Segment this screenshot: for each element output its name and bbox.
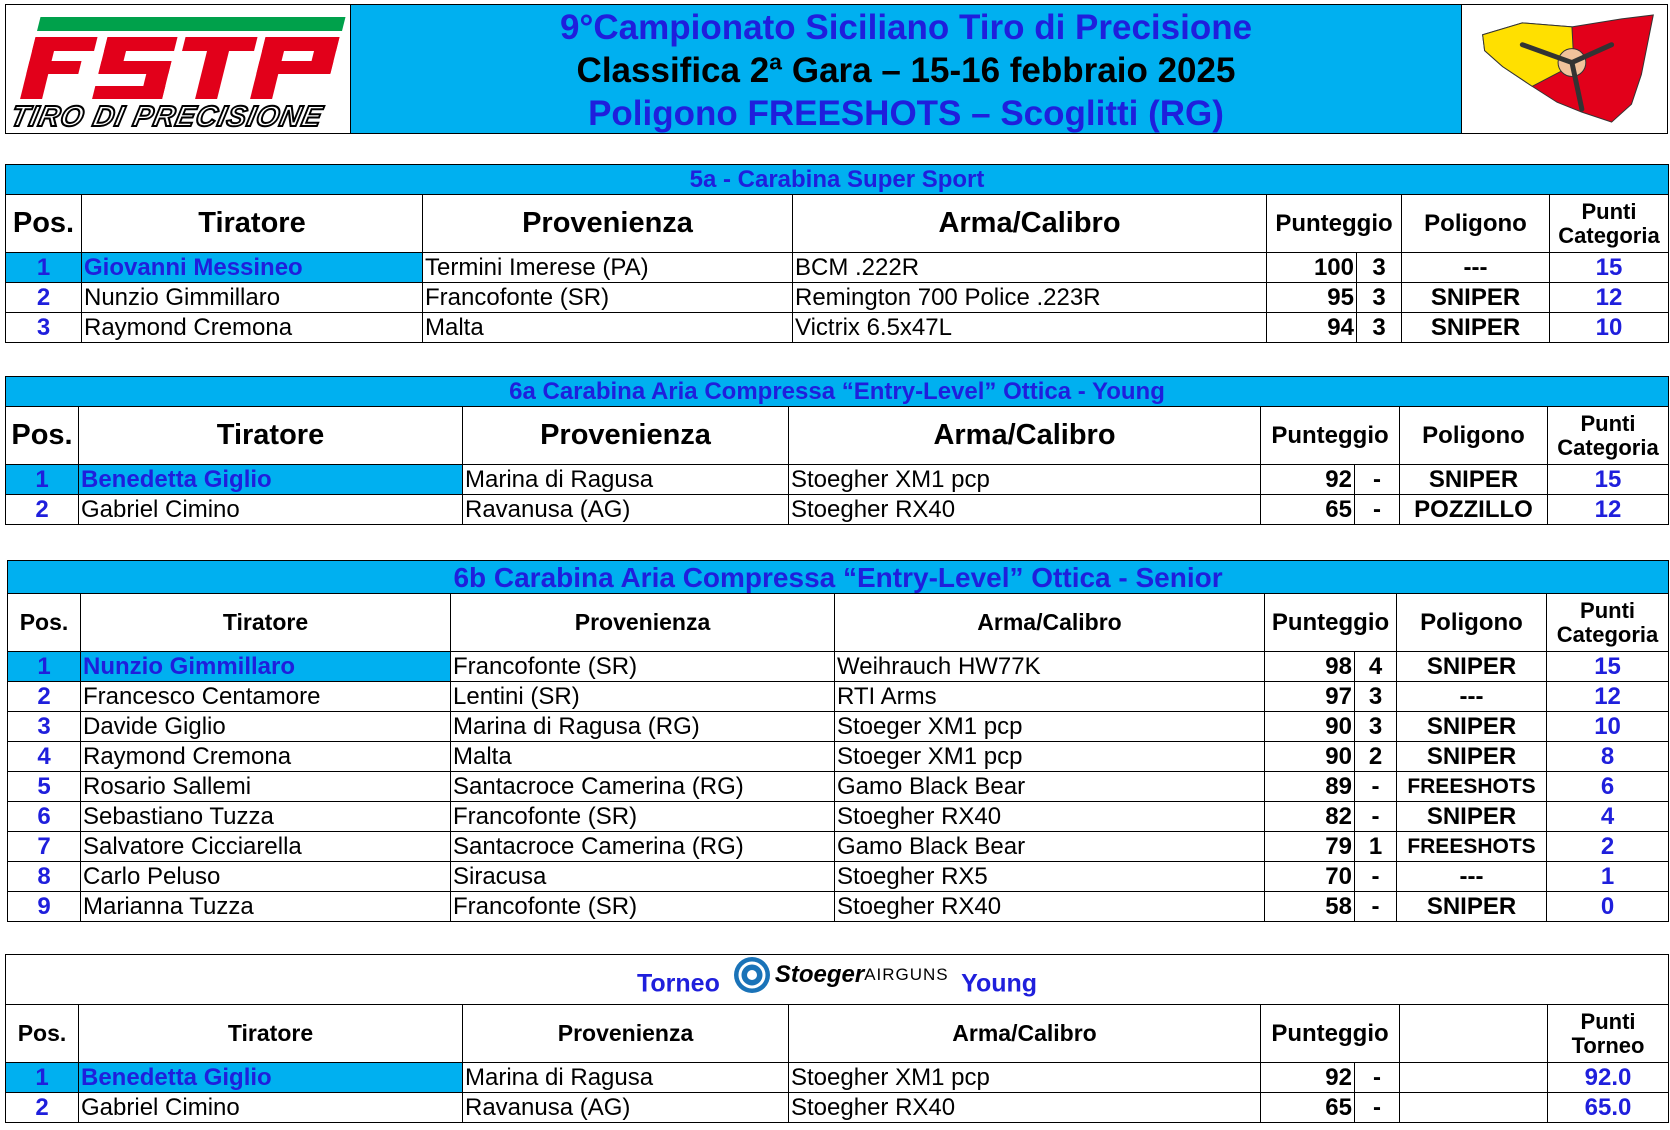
section-title: 6b Carabina Aria Compressa “Entry-Level” Ottica - Senior — [8, 561, 1669, 594]
row-pos: 2 — [6, 495, 79, 525]
row-pos: 1 — [6, 1063, 79, 1093]
row-punteggio: 58 — [1265, 892, 1355, 922]
row-punti: 4 — [1547, 802, 1669, 832]
table-row — [6, 495, 1669, 525]
row-punti: 15 — [1550, 253, 1669, 283]
col-provenienza: Provenienza — [463, 1005, 789, 1063]
row-provenienza: Lentini (SR) — [451, 682, 835, 712]
col-punti-line1: Punti — [1580, 1008, 1636, 1034]
row-pos: 1 — [6, 465, 79, 495]
table-row — [8, 682, 1669, 712]
row-provenienza: Malta — [451, 742, 835, 772]
row-pos: 9 — [8, 892, 81, 922]
row-punteggio: 79 — [1265, 832, 1355, 862]
col-pos: Pos. — [6, 407, 79, 465]
col-provenienza: Provenienza — [423, 195, 793, 253]
row-punteggio: 90 — [1265, 742, 1355, 772]
row-tiratore: Nunzio Gimmillaro — [81, 652, 451, 682]
row-arma: Stoegher RX40 — [789, 1093, 1261, 1123]
row-poligono: --- — [1397, 682, 1547, 712]
row-punti: 65.0 — [1548, 1093, 1669, 1123]
row-x-count: - — [1355, 802, 1397, 832]
row-punteggio: 89 — [1265, 772, 1355, 802]
row-punti: 12 — [1547, 682, 1669, 712]
row-arma: Stoegher RX5 — [835, 862, 1265, 892]
row-provenienza: Francofonte (SR) — [451, 892, 835, 922]
row-punteggio: 90 — [1265, 712, 1355, 742]
row-tiratore: Gabriel Cimino — [79, 495, 463, 525]
championship-title: 9°Campionato Siciliano Tiro di Precisione — [559, 8, 1253, 47]
stoeger-logo — [733, 956, 949, 994]
row-x-count: 3 — [1355, 712, 1397, 742]
row-arma: Gamo Black Bear — [835, 772, 1265, 802]
row-tiratore: Carlo Peluso — [81, 862, 451, 892]
col-poligono: Poligono — [1400, 407, 1548, 465]
row-poligono: SNIPER — [1402, 283, 1550, 313]
row-x-count: 4 — [1355, 652, 1397, 682]
section-title: 5a - Carabina Super Sport — [6, 165, 1669, 195]
stoeger-brand: Stoeger — [774, 961, 865, 988]
row-punteggio: 82 — [1265, 802, 1355, 832]
row-poligono: SNIPER — [1402, 313, 1550, 343]
col-provenienza: Provenienza — [463, 407, 789, 465]
row-tiratore: Salvatore Cicciarella — [81, 832, 451, 862]
row-arma: Stoegher XM1 pcp — [789, 465, 1261, 495]
rows — [6, 465, 1669, 525]
row-poligono: POZZILLO — [1400, 495, 1548, 525]
row-tiratore: Rosario Sallemi — [81, 772, 451, 802]
stoeger-target-icon — [733, 956, 771, 994]
row-arma: Stoegher RX40 — [789, 495, 1261, 525]
row-tiratore: Nunzio Gimmillaro — [82, 283, 423, 313]
sicily-flag-logo — [1462, 5, 1667, 133]
table-row — [6, 1093, 1669, 1123]
row-punti: 0 — [1547, 892, 1669, 922]
table-6b — [7, 560, 1669, 922]
row-poligono: FREESHOTS — [1397, 832, 1547, 862]
row-poligono: FREESHOTS — [1397, 772, 1547, 802]
col-punti — [1550, 195, 1669, 253]
col-arma: Arma/Calibro — [789, 407, 1261, 465]
row-provenienza: Malta — [423, 313, 793, 343]
row-x-count: 3 — [1357, 253, 1402, 283]
row-poligono: SNIPER — [1397, 892, 1547, 922]
row-tiratore: Benedetta Giglio — [79, 1063, 463, 1093]
row-arma: Stoegher RX40 — [835, 802, 1265, 832]
stoeger-brand-sub: AIRGUNS — [864, 965, 949, 984]
col-punti-line2: Torneo — [1571, 1032, 1645, 1058]
row-tiratore: Davide Giglio — [81, 712, 451, 742]
col-punteggio: Punteggio — [1265, 594, 1397, 652]
row-x-count: - — [1355, 1093, 1400, 1123]
row-pos: 1 — [6, 253, 82, 283]
section-title — [6, 955, 1669, 1005]
row-punteggio: 95 — [1267, 283, 1357, 313]
col-empty — [1400, 1005, 1548, 1063]
row-poligono: SNIPER — [1397, 802, 1547, 832]
row-pos: 2 — [6, 1093, 79, 1123]
table-row — [6, 1063, 1669, 1093]
col-punti-line2: Categoria — [1557, 434, 1659, 460]
row-provenienza: Marina di Ragusa (RG) — [451, 712, 835, 742]
row-provenienza: Termini Imerese (PA) — [423, 253, 793, 283]
row-arma: RTI Arms — [835, 682, 1265, 712]
col-tiratore: Tiratore — [82, 195, 423, 253]
rows — [6, 253, 1669, 343]
table-row — [8, 712, 1669, 742]
table-torneo-young — [5, 954, 1669, 1123]
col-punti-line2: Categoria — [1558, 222, 1660, 248]
col-punti-line1: Punti — [1580, 410, 1636, 436]
row-punteggio: 70 — [1265, 862, 1355, 892]
table-row — [8, 862, 1669, 892]
row-pos: 2 — [6, 283, 82, 313]
row-punti: 6 — [1547, 772, 1669, 802]
col-punti-line1: Punti — [1580, 597, 1636, 623]
row-x-count: - — [1355, 465, 1400, 495]
row-pos: 7 — [8, 832, 81, 862]
row-tiratore: Gabriel Cimino — [79, 1093, 463, 1123]
row-poligono: SNIPER — [1397, 742, 1547, 772]
fstp-logo-subtext: TIRO DI PRECISIONE — [7, 101, 326, 133]
ranking-title: Classifica 2ª Gara – 15-16 febbraio 2025 — [576, 51, 1236, 90]
row-pos: 5 — [8, 772, 81, 802]
col-pos: Pos. — [8, 594, 81, 652]
row-x-count: 3 — [1355, 682, 1397, 712]
col-punti-line1: Punti — [1581, 198, 1637, 224]
row-punti: 92.0 — [1548, 1063, 1669, 1093]
rows — [8, 652, 1669, 922]
row-punti: 12 — [1550, 283, 1669, 313]
row-pos: 8 — [8, 862, 81, 892]
fstp-logo-graphic — [12, 11, 348, 101]
col-punti — [1547, 594, 1669, 652]
col-arma: Arma/Calibro — [835, 594, 1265, 652]
row-x-count: 3 — [1357, 283, 1402, 313]
col-poligono: Poligono — [1397, 594, 1547, 652]
row-arma: Stoeger XM1 pcp — [835, 742, 1265, 772]
row-pos: 6 — [8, 802, 81, 832]
table-row — [8, 652, 1669, 682]
row-pos: 4 — [8, 742, 81, 772]
row-arma: Victrix 6.5x47L — [793, 313, 1267, 343]
young-label: Young — [961, 969, 1038, 998]
fstp-logo — [6, 5, 351, 133]
row-punti: 10 — [1550, 313, 1669, 343]
venue-title: Poligono FREESHOTS – Scoglitti (RG) — [588, 94, 1224, 133]
table-row — [6, 465, 1669, 495]
row-provenienza: Santacroce Camerina (RG) — [451, 772, 835, 802]
col-pos: Pos. — [6, 195, 82, 253]
row-x-count: 3 — [1357, 313, 1402, 343]
row-punti: 15 — [1547, 652, 1669, 682]
table-row — [8, 892, 1669, 922]
row-poligono: SNIPER — [1397, 712, 1547, 742]
row-poligono — [1400, 1093, 1548, 1123]
row-punteggio: 92 — [1261, 465, 1355, 495]
row-provenienza: Siracusa — [451, 862, 835, 892]
row-arma: Gamo Black Bear — [835, 832, 1265, 862]
row-arma: Stoegher RX40 — [835, 892, 1265, 922]
col-punti-torneo — [1548, 1005, 1669, 1063]
row-provenienza: Ravanusa (AG) — [463, 495, 789, 525]
row-punti: 15 — [1548, 465, 1669, 495]
row-punti: 8 — [1547, 742, 1669, 772]
row-punteggio: 97 — [1265, 682, 1355, 712]
table-6a — [5, 376, 1669, 525]
section-title: 6a Carabina Aria Compressa “Entry-Level” Ottica - Young — [6, 377, 1669, 407]
col-punti-line2: Categoria — [1556, 621, 1659, 647]
col-arma: Arma/Calibro — [789, 1005, 1261, 1063]
row-poligono: --- — [1397, 862, 1547, 892]
row-provenienza: Francofonte (SR) — [451, 802, 835, 832]
row-punteggio: 94 — [1267, 313, 1357, 343]
col-punteggio: Punteggio — [1267, 195, 1402, 253]
col-provenienza: Provenienza — [451, 594, 835, 652]
row-punteggio: 65 — [1261, 1093, 1355, 1123]
table-row — [6, 253, 1669, 283]
row-x-count: - — [1355, 495, 1400, 525]
col-tiratore: Tiratore — [81, 594, 451, 652]
row-poligono: SNIPER — [1400, 465, 1548, 495]
table-5a — [5, 164, 1669, 343]
row-punteggio: 98 — [1265, 652, 1355, 682]
row-tiratore: Giovanni Messineo — [82, 253, 423, 283]
row-arma: Stoegher XM1 pcp — [789, 1063, 1261, 1093]
table-row — [8, 802, 1669, 832]
col-poligono: Poligono — [1402, 195, 1550, 253]
row-provenienza: Francofonte (SR) — [451, 652, 835, 682]
row-tiratore: Francesco Centamore — [81, 682, 451, 712]
table-row — [8, 772, 1669, 802]
rows — [6, 1063, 1669, 1123]
row-x-count: 2 — [1355, 742, 1397, 772]
trinacria-icon — [1462, 5, 1667, 132]
row-punti: 12 — [1548, 495, 1669, 525]
row-pos: 1 — [8, 652, 81, 682]
row-pos: 2 — [8, 682, 81, 712]
row-pos: 3 — [6, 313, 82, 343]
col-tiratore: Tiratore — [79, 407, 463, 465]
col-tiratore: Tiratore — [79, 1005, 463, 1063]
row-tiratore: Raymond Cremona — [81, 742, 451, 772]
header-titles — [351, 5, 1462, 133]
row-provenienza: Ravanusa (AG) — [463, 1093, 789, 1123]
page-header — [5, 4, 1668, 134]
row-punteggio: 92 — [1261, 1063, 1355, 1093]
row-x-count: 1 — [1355, 832, 1397, 862]
row-tiratore: Benedetta Giglio — [79, 465, 463, 495]
col-arma: Arma/Calibro — [793, 195, 1267, 253]
col-punti — [1548, 407, 1669, 465]
row-poligono: --- — [1402, 253, 1550, 283]
row-x-count: - — [1355, 1063, 1400, 1093]
row-punteggio: 65 — [1261, 495, 1355, 525]
row-arma: Remington 700 Police .223R — [793, 283, 1267, 313]
row-poligono — [1400, 1063, 1548, 1093]
row-punti: 2 — [1547, 832, 1669, 862]
row-pos: 3 — [8, 712, 81, 742]
table-row — [6, 283, 1669, 313]
row-x-count: - — [1355, 772, 1397, 802]
table-row — [8, 832, 1669, 862]
row-arma: Stoeger XM1 pcp — [835, 712, 1265, 742]
torneo-label: Torneo — [637, 969, 720, 998]
row-arma: BCM .222R — [793, 253, 1267, 283]
row-x-count: - — [1355, 892, 1397, 922]
col-pos: Pos. — [6, 1005, 79, 1063]
row-tiratore: Marianna Tuzza — [81, 892, 451, 922]
row-provenienza: Marina di Ragusa — [463, 1063, 789, 1093]
row-provenienza: Santacroce Camerina (RG) — [451, 832, 835, 862]
row-punteggio: 100 — [1267, 253, 1357, 283]
row-poligono: SNIPER — [1397, 652, 1547, 682]
row-arma: Weihrauch HW77K — [835, 652, 1265, 682]
row-tiratore: Sebastiano Tuzza — [81, 802, 451, 832]
row-x-count: - — [1355, 862, 1397, 892]
table-row — [8, 742, 1669, 772]
row-punti: 10 — [1547, 712, 1669, 742]
col-punteggio: Punteggio — [1261, 1005, 1400, 1063]
row-provenienza: Marina di Ragusa — [463, 465, 789, 495]
row-punti: 1 — [1547, 862, 1669, 892]
col-punteggio: Punteggio — [1261, 407, 1400, 465]
table-row — [6, 313, 1669, 343]
row-provenienza: Francofonte (SR) — [423, 283, 793, 313]
row-tiratore: Raymond Cremona — [82, 313, 423, 343]
